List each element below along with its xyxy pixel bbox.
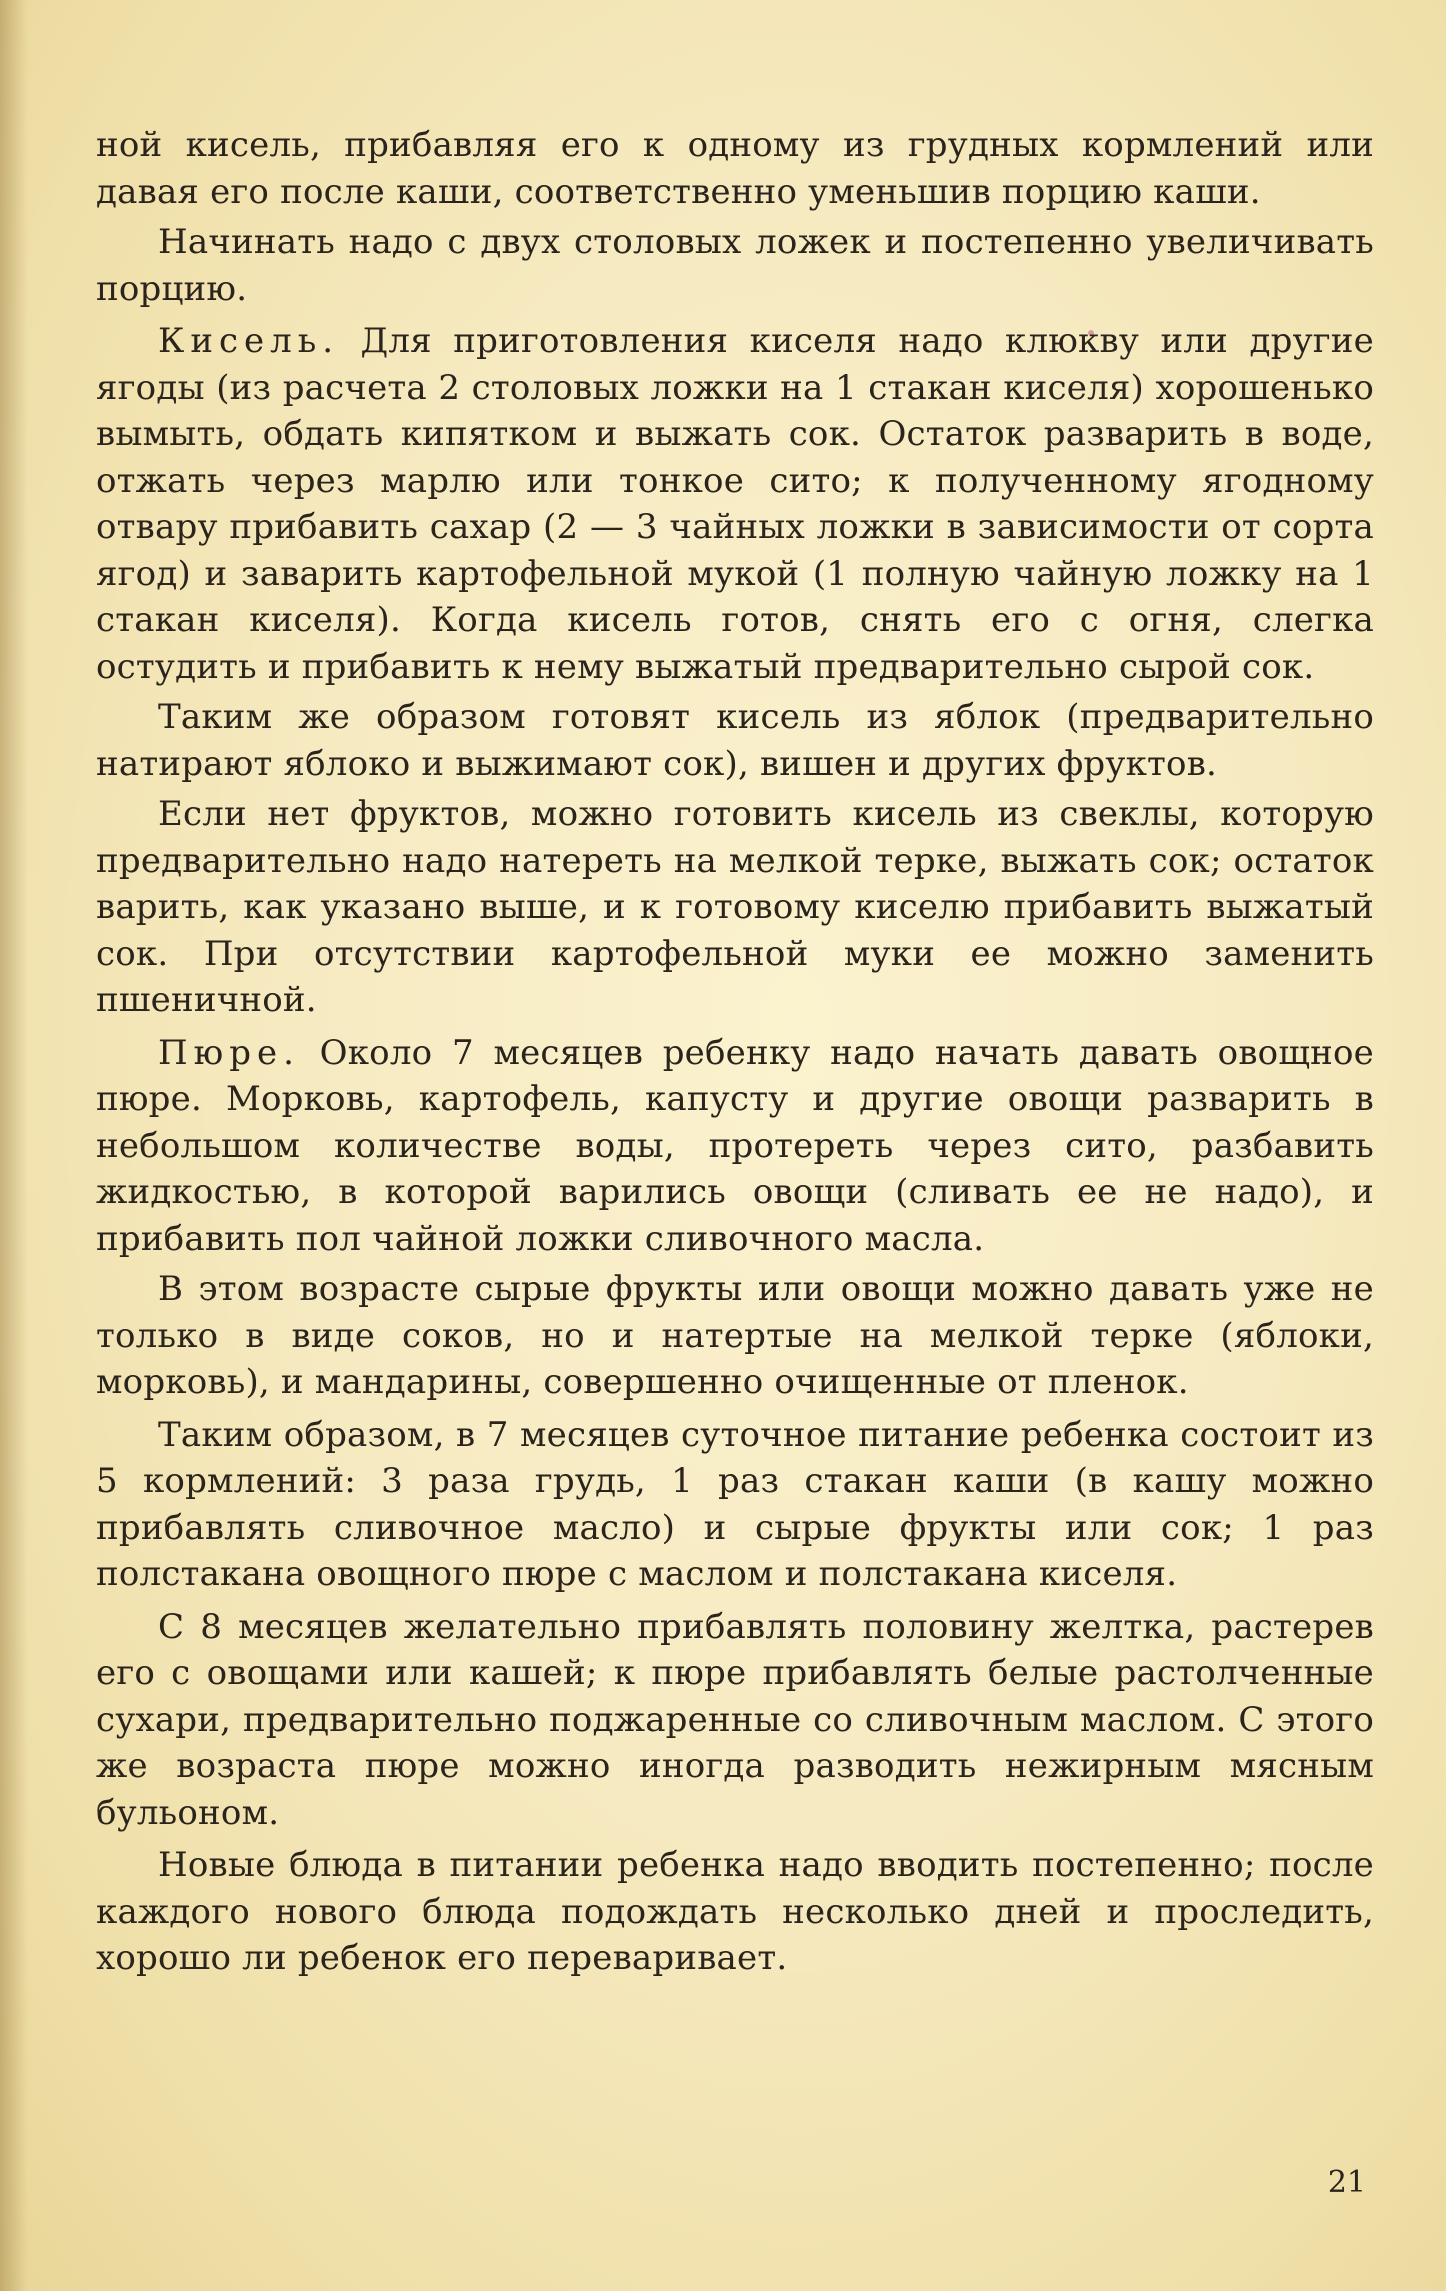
paragraph xyxy=(96,1030,1374,1263)
paragraph-text: Для приготовления киселя надо клюкву или другие ягоды (из расчета 2 столовых ложки на 1 стакан киселя) хорошенько вымыть, обдать кипятком и выжать сок. Остаток разварить в воде, отжать через марлю или тонкое сито; к полученному ягодному отвару прибавить сахар (2 — 3 чайных ложки в зависимости от сорта ягод) и заварить картофельной мукой (1 полную чайную ложку на 1 стакан киселя). Когда кисель готов, снять его с огня, слегка остудить и прибавить к нему выжатый предварительно сырой сок. xyxy=(96,321,1374,687)
paragraph xyxy=(96,1842,1374,1982)
paragraph-text: ной кисель, прибавляя его к одному из грудных кормлений или давая его после каши, соответственно уменьшив порцию каши. xyxy=(96,125,1374,212)
paragraph-text: С 8 месяцев желательно прибавлять половину желтка, растерев его с овощами или кашей; к пюре прибавлять белые растолченные сухари, предварительно поджаренные со сливочным маслом. С этого же возраста пюре можно иногда разводить нежирным мясным бульоном. xyxy=(96,1606,1374,1833)
paragraph xyxy=(96,318,1374,690)
paragraph-text: Около 7 месяцев ребенку надо начать давать овощное пюре. Морковь, картофель, капусту и другие овощи разварить в небольшом количестве воды, протереть через сито, разбавить жидкостью, в которой варились овощи (сливать ее не надо), и прибавить пол чайной ложки сливочного масла. xyxy=(96,1032,1374,1259)
paragraph xyxy=(96,122,1374,215)
paragraph xyxy=(96,1266,1374,1406)
paragraph xyxy=(96,694,1374,787)
paragraph xyxy=(96,1604,1374,1837)
section-lead: Кисель. xyxy=(158,321,340,361)
paragraph-text: Начинать надо с двух столовых ложек и постепенно увеличивать порцию. xyxy=(96,222,1374,309)
body-text xyxy=(96,122,1374,1986)
paragraph-text: В этом возрасте сырые фрукты или овощи можно давать уже не только в виде соков, но и натертые на мелкой терке (яблоки, морковь), и мандарины, совершенно очищенные от пленок. xyxy=(96,1269,1374,1402)
page-number: 21 xyxy=(1327,2165,1366,2200)
paragraph-text: Если нет фруктов, можно готовить кисель из свеклы, которую предварительно надо натереть на мелкой терке, выжать сок; остаток варить, как указано выше, и к готовому киселю прибавить выжатый сок. При отсутствии картофельной муки ее можно заменить пшеничной. xyxy=(96,794,1374,1020)
paragraph-text: Таким же образом готовят кисель из яблок (предварительно натирают яблоко и выжимают сок), вишен и других фруктов. xyxy=(96,697,1374,784)
paragraph xyxy=(96,219,1374,312)
paragraph xyxy=(96,791,1374,1024)
section-lead: Пюре. xyxy=(158,1032,300,1073)
paragraph-text: Таким образом, в 7 месяцев суточное питание ребенка состоит из 5 кормлений: 3 раза грудь, 1 раз стакан каши (в кашу можно прибавлять сливочное масло) и сырые фрукты или сок; 1 раз полстакана овощного пюре с маслом и полстакана киселя. xyxy=(96,1414,1374,1594)
paragraph xyxy=(96,1412,1374,1598)
paragraph-text: Новые блюда в питании ребенка надо вводить постепенно; после каждого нового блюда подождать несколько дней и проследить, хорошо ли ребенок его переваривает. xyxy=(96,1845,1374,1978)
